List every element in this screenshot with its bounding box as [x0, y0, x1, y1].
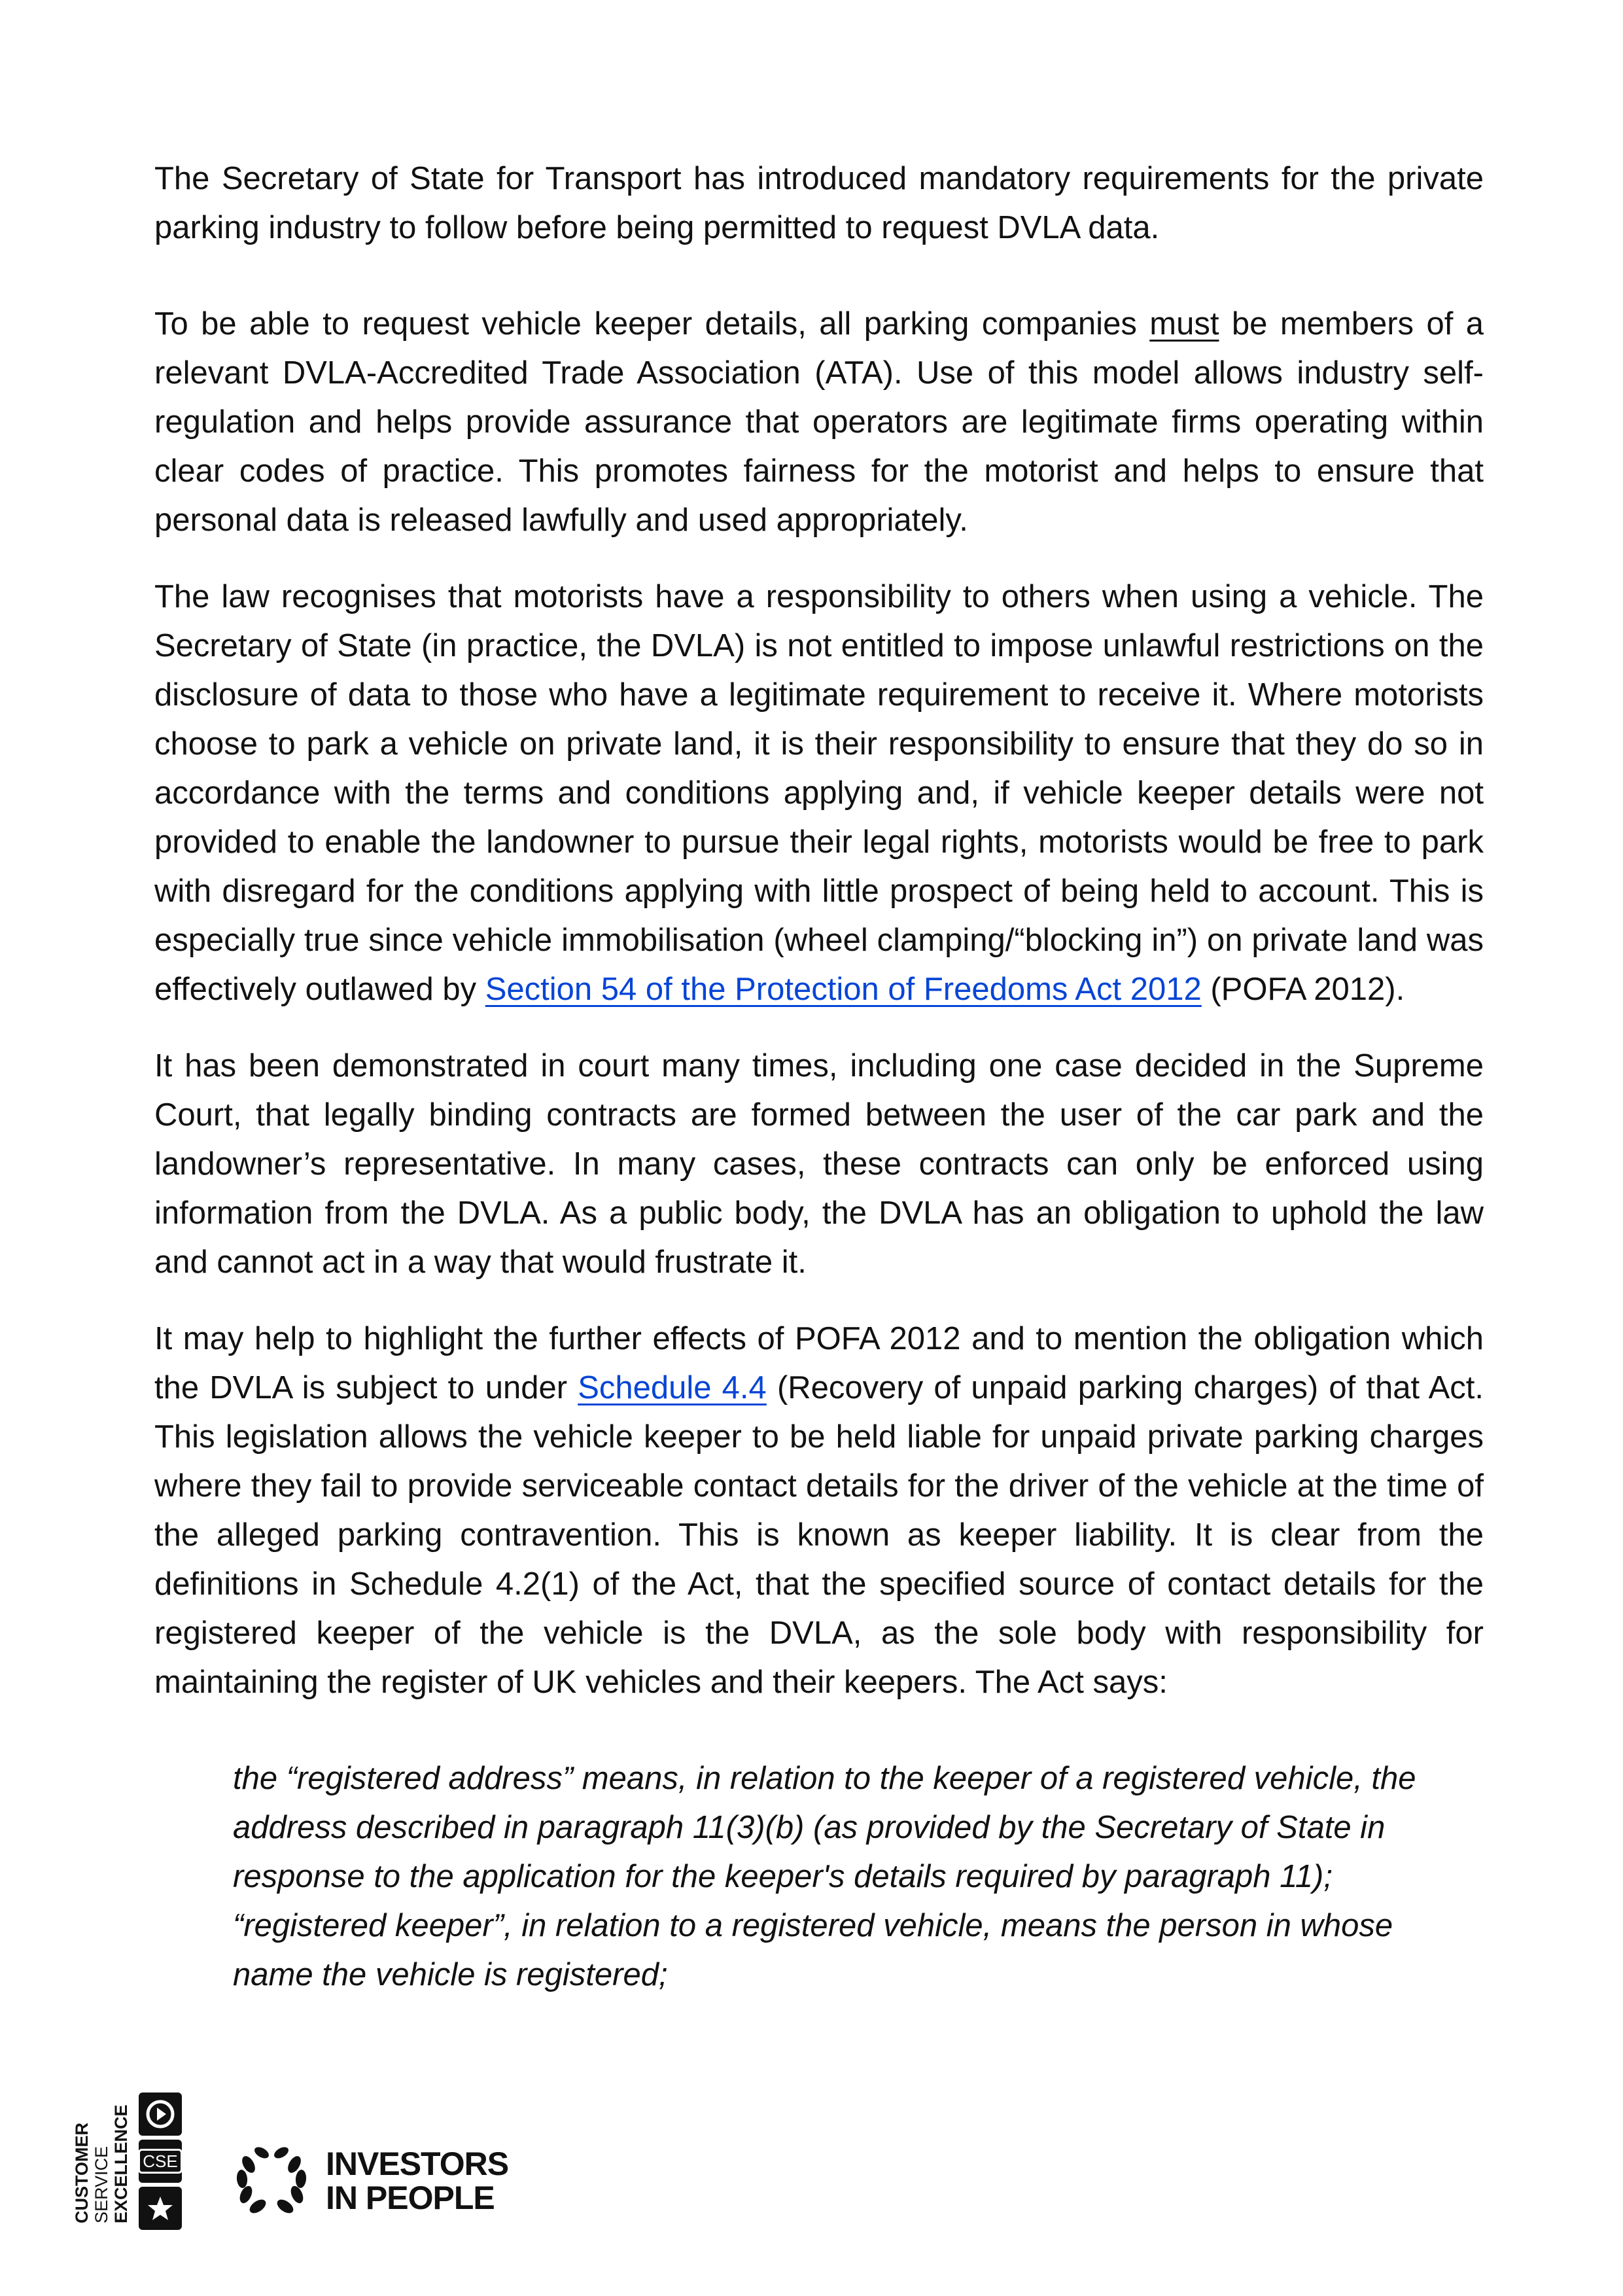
- iip-line-2: IN PEOPLE: [326, 2180, 495, 2216]
- paragraph-3: [154, 573, 1484, 1014]
- investors-in-people-logo: [229, 2138, 508, 2223]
- document-body: [154, 154, 1484, 2000]
- cse-word-service: SERVICE: [92, 2146, 111, 2223]
- underlined-must: must: [1149, 306, 1219, 342]
- cse-logo-badges: [139, 2093, 184, 2234]
- paragraph-2: [154, 300, 1484, 545]
- schedule-4-4-link[interactable]: Schedule 4.4: [578, 1370, 767, 1405]
- paragraph-5: [154, 1315, 1484, 1707]
- act-quotation: [233, 1754, 1469, 2000]
- quote-registered-keeper: “registered keeper”, in relation to a registered vehicle, means the person in whose name the vehicle is registered;: [233, 1908, 1393, 1992]
- cse-badge-label: CSE: [138, 2149, 182, 2174]
- cse-word-customer: CUSTOMER: [72, 2122, 92, 2223]
- paragraph-5-text-b: (Recovery of unpaid parking charges) of that Act. This legislation allows the vehicle keeper to be held liable for unpaid private parking charges where they fail to provide serviceable contact details for the driver of the vehicle at the time of the alleged parking contravention. This is known as keeper liability. It is clear from the definitions in Schedule 4.2(1) of the Act, that the specified source of contact details for the registered keeper of the vehicle is the DVLA, as the sole body with responsibility for maintaining the register of UK vehicles and their keepers. The Act says:: [154, 1370, 1484, 1700]
- paragraph-1: The Secretary of State for Transport has introduced mandatory requirements for the private parking industry to follow before being permitted to request DVLA data.: [154, 161, 1484, 245]
- cse-word-excellence: EXCELLENCE: [111, 2104, 131, 2223]
- paragraph-3-text-b: (POFA 2012).: [1201, 972, 1405, 1007]
- pofa-section-54-link[interactable]: Section 54 of the Protection of Freedoms Act 2012: [485, 972, 1202, 1007]
- star-icon: [139, 2187, 182, 2230]
- quote-registered-address: the “registered address” means, in relation to the keeper of a registered vehicle, the address described in paragraph 11(3)(b) (as provided by the Secretary of State in response to the application for the keeper's details required by paragraph 11);: [233, 1761, 1416, 1894]
- laurel-wreath-icon: [229, 2138, 314, 2223]
- paragraph-5-text-a: It may help to highlight the further effects of POFA 2012 and to mention the obligation which the DVLA is subject to under: [154, 1321, 1484, 1405]
- paragraph-2-text-b: be members of a relevant DVLA-Accredited Trade Association (ATA). Use of this model allows industry self-regulation and helps provide assurance that operators are legitimate firms operating within clear codes of practice. This promotes fairness for the motorist and helps to ensure that personal data is released lawfully and used appropriately.: [154, 306, 1484, 538]
- customer-service-excellence-text: [69, 2104, 141, 2223]
- iip-wordmark: [326, 2147, 508, 2215]
- cse-badge: [139, 2140, 182, 2183]
- paragraph-2-text-a: To be able to request vehicle keeper details, all parking companies: [154, 306, 1150, 342]
- play-icon: [139, 2093, 182, 2136]
- paragraph-3-text-a: The law recognises that motorists have a responsibility to others when using a vehicle. The Secretary of State (in practice, the DVLA) is not entitled to impose unlawful restrictions on the disclosure of data to those who have a legitimate requirement to receive it. Where motorists choose to park a vehicle on private land, it is their responsibility to ensure that they do so in accordance with the terms and conditions applying and, if vehicle keeper details were not provided to enable the landowner to pursue their legal rights, motorists would be free to park with disregard for the conditions applying with little prospect of being held to account. This is especially true since vehicle immobilisation (wheel clamping/“blocking in”) on private land was effectively outlawed by: [154, 579, 1484, 1007]
- iip-line-1: INVESTORS: [326, 2146, 509, 2182]
- paragraph-4: It has been demonstrated in court many times, including one case decided in the Supreme Court, that legally binding contracts are formed between the user of the car park and the landowner’s representative. In many cases, these contracts can only be enforced using information from the DVLA. As a public body, the DVLA has an obligation to uphold the law and cannot act in a way that would frustrate it.: [154, 1048, 1484, 1280]
